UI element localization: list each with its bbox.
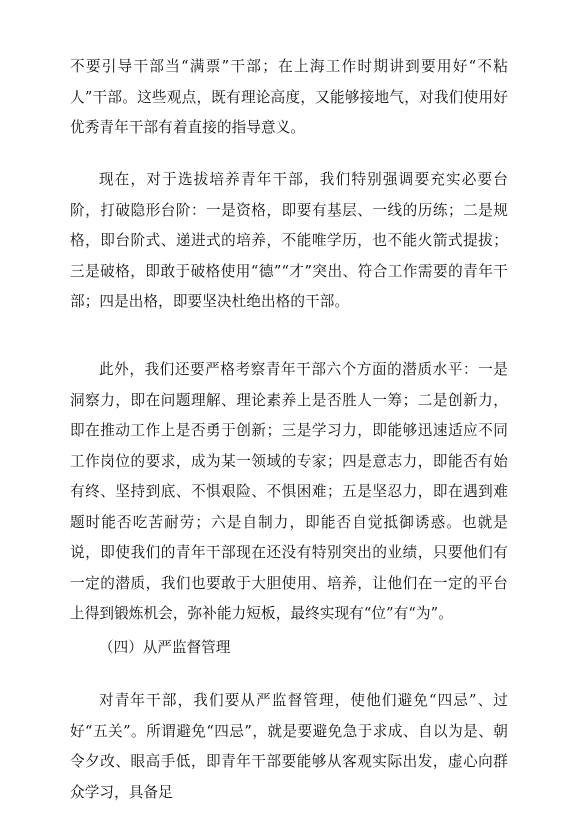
section-heading: （四）从严监督管理: [99, 639, 231, 656]
paragraph-supervision: 对青年干部，我们要从严监督管理，使他们避免“四忌”、过好“五关”。所谓避免“四忌”，就是要避免急于求成、自以为是、朝令夕改、眼高手低，即青年干部要能够从客观实际出发，虚心向群众学习，具备足: [70, 692, 508, 801]
paragraph-continuation: 不要引导干部当“满票”干部；在上海工作时期讲到要用好“不粘人”干部。这些观点，既有理论高度，又能够接地气，对我们使用好优秀青年干部有着直接的指导意义。: [70, 58, 508, 136]
paragraph-promotion-steps: 现在，对于选拔培养青年干部，我们特别强调要充实必要台阶，打破隐形台阶：一是资格，即要有基层、一线的历练；二是规格，即台阶式、递进式的培养，不能唯学历，也不能火箭式提拔；三是破格，即敢于破格使用“德”“才”突出、符合工作需要的青年干部；四是出格，即要坚决杜绝出格的干部。: [70, 171, 508, 310]
paragraph-potential-qualities: 此外，我们还要严格考察青年干部六个方面的潜质水平：一是洞察力，即在问题理解、理论素养上是否胜人一筹；二是创新力，即在推动工作上是否勇于创新；三是学习力，即能够迅速适应不同工作岗位的要求，成为某一领域的专家；四是意志力，即能否有始有终、坚持到底、不惧艰险、不惧困难；五是坚忍力，即在遇到难题时能否吃苦耐劳；六是自制力，即能否自觉抵御诱惑。也就是说，即使我们的青年干部现在还没有特别突出的业绩，只要他们有一定的潜质，我们也要敢于大胆使用、培养，让他们在一定的平台上得到锻炼机会，弥补能力短板，最终实现有“位”有“为”。: [70, 361, 508, 622]
